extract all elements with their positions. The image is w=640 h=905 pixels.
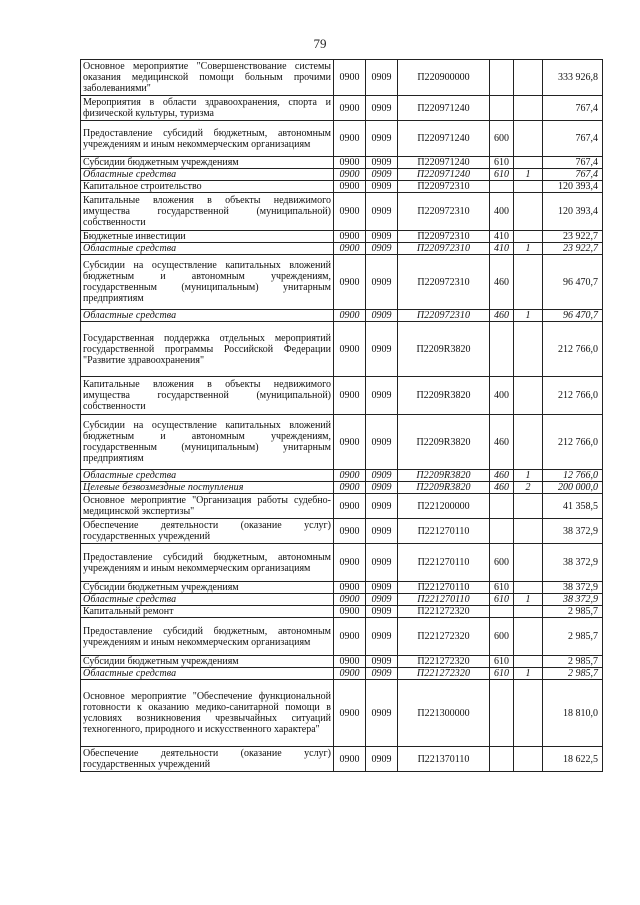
- row-source-cell: 1: [514, 310, 543, 322]
- row-target-cell: П220972310: [398, 193, 490, 231]
- row-subsection-cell: 0909: [366, 582, 398, 594]
- row-source-cell: [514, 193, 543, 231]
- row-name-cell: Капитальный ремонт: [81, 606, 334, 618]
- row-amount-cell: 38 372,9: [543, 582, 603, 594]
- row-target-cell: П2209R3820: [398, 377, 490, 415]
- row-expense-type-cell: 610: [490, 582, 514, 594]
- row-expense-type-cell: 400: [490, 193, 514, 231]
- row-subsection-cell: 0909: [366, 470, 398, 482]
- table-row: [81, 747, 603, 772]
- row-source-cell: 1: [514, 470, 543, 482]
- row-section-cell: 0900: [334, 377, 366, 415]
- row-name-cell: Обеспечение деятельности (оказание услуг) государственных учреждений: [81, 519, 334, 544]
- row-source-cell: 1: [514, 243, 543, 255]
- row-name-cell: Областные средства: [81, 470, 334, 482]
- row-expense-type-cell: 460: [490, 310, 514, 322]
- row-section-cell: 0900: [334, 582, 366, 594]
- row-target-cell: П221272320: [398, 606, 490, 618]
- row-expense-type-cell: [490, 322, 514, 377]
- row-expense-type-cell: 460: [490, 482, 514, 494]
- row-subsection-cell: 0909: [366, 181, 398, 193]
- row-target-cell: П221200000: [398, 494, 490, 519]
- row-amount-cell: 38 372,9: [543, 544, 603, 582]
- row-name-cell: Основное мероприятие "Совершенствование системы оказания медицинской помощи больным прочими заболеваниями": [81, 60, 334, 96]
- row-subsection-cell: 0909: [366, 494, 398, 519]
- row-amount-cell: 767,4: [543, 157, 603, 169]
- row-target-cell: П221270110: [398, 594, 490, 606]
- page-number: 79: [313, 36, 327, 51]
- table-row: [81, 656, 603, 668]
- row-name-cell: Субсидии бюджетным учреждениям: [81, 157, 334, 169]
- row-subsection-cell: 0909: [366, 157, 398, 169]
- row-target-cell: П221270110: [398, 582, 490, 594]
- row-expense-type-cell: 460: [490, 415, 514, 470]
- row-target-cell: П220972310: [398, 255, 490, 310]
- row-amount-cell: 767,4: [543, 169, 603, 181]
- row-target-cell: П2209R3820: [398, 470, 490, 482]
- table-row: [81, 169, 603, 181]
- table-row: [81, 594, 603, 606]
- row-source-cell: [514, 606, 543, 618]
- table-row: [81, 377, 603, 415]
- row-target-cell: П221272320: [398, 668, 490, 680]
- row-subsection-cell: 0909: [366, 747, 398, 772]
- row-subsection-cell: 0909: [366, 255, 398, 310]
- row-target-cell: П221300000: [398, 680, 490, 747]
- row-expense-type-cell: 600: [490, 618, 514, 656]
- row-name-cell: Областные средства: [81, 594, 334, 606]
- row-section-cell: 0900: [334, 157, 366, 169]
- row-source-cell: 1: [514, 668, 543, 680]
- row-name-cell: Предоставление субсидий бюджетным, автономным учреждениям и иным некоммерческим организациям: [81, 544, 334, 582]
- row-subsection-cell: 0909: [366, 322, 398, 377]
- table-row: [81, 193, 603, 231]
- row-name-cell: Областные средства: [81, 169, 334, 181]
- row-source-cell: 1: [514, 169, 543, 181]
- row-amount-cell: 38 372,9: [543, 594, 603, 606]
- row-source-cell: [514, 181, 543, 193]
- table-row: [81, 310, 603, 322]
- table-row: [81, 121, 603, 157]
- row-section-cell: 0900: [334, 606, 366, 618]
- row-subsection-cell: 0909: [366, 377, 398, 415]
- row-expense-type-cell: 610: [490, 594, 514, 606]
- row-amount-cell: 767,4: [543, 96, 603, 121]
- row-section-cell: 0900: [334, 482, 366, 494]
- row-source-cell: [514, 255, 543, 310]
- row-subsection-cell: 0909: [366, 519, 398, 544]
- row-section-cell: 0900: [334, 121, 366, 157]
- row-target-cell: П220971240: [398, 157, 490, 169]
- row-subsection-cell: 0909: [366, 606, 398, 618]
- row-name-cell: Основное мероприятие "Организация работы судебно-медицинской экспертизы": [81, 494, 334, 519]
- row-name-cell: Субсидии бюджетным учреждениям: [81, 656, 334, 668]
- row-section-cell: 0900: [334, 169, 366, 181]
- row-amount-cell: 38 372,9: [543, 519, 603, 544]
- row-amount-cell: 200 000,0: [543, 482, 603, 494]
- row-section-cell: 0900: [334, 494, 366, 519]
- row-target-cell: П220972310: [398, 231, 490, 243]
- row-target-cell: П220972310: [398, 310, 490, 322]
- row-source-cell: 1: [514, 594, 543, 606]
- row-name-cell: Субсидии на осуществление капитальных вложений бюджетным и автономным учреждениям, государственным (муниципальным) унитарным предприятиям: [81, 255, 334, 310]
- row-section-cell: 0900: [334, 668, 366, 680]
- row-amount-cell: 2 985,7: [543, 656, 603, 668]
- row-expense-type-cell: 600: [490, 544, 514, 582]
- row-expense-type-cell: [490, 680, 514, 747]
- row-expense-type-cell: 610: [490, 668, 514, 680]
- table-row: [81, 181, 603, 193]
- row-amount-cell: 23 922,7: [543, 231, 603, 243]
- row-source-cell: [514, 618, 543, 656]
- table-row: [81, 680, 603, 747]
- table-row: [81, 582, 603, 594]
- row-name-cell: Областные средства: [81, 668, 334, 680]
- row-section-cell: 0900: [334, 322, 366, 377]
- table-row: [81, 606, 603, 618]
- row-target-cell: П220971240: [398, 96, 490, 121]
- row-amount-cell: 12 766,0: [543, 470, 603, 482]
- row-target-cell: П2209R3820: [398, 322, 490, 377]
- row-name-cell: Государственная поддержка отдельных мероприятий государственной программы Российской Федерации "Развитие здравоохранения": [81, 322, 334, 377]
- row-section-cell: 0900: [334, 519, 366, 544]
- row-expense-type-cell: [490, 519, 514, 544]
- table-row: [81, 482, 603, 494]
- row-expense-type-cell: [490, 747, 514, 772]
- row-expense-type-cell: 610: [490, 169, 514, 181]
- table-body: [81, 60, 603, 772]
- row-section-cell: 0900: [334, 544, 366, 582]
- row-section-cell: 0900: [334, 96, 366, 121]
- row-amount-cell: 2 985,7: [543, 606, 603, 618]
- row-subsection-cell: 0909: [366, 121, 398, 157]
- row-source-cell: [514, 231, 543, 243]
- row-target-cell: П221370110: [398, 747, 490, 772]
- row-amount-cell: 120 393,4: [543, 181, 603, 193]
- row-section-cell: 0900: [334, 470, 366, 482]
- row-source-cell: [514, 494, 543, 519]
- row-expense-type-cell: 610: [490, 157, 514, 169]
- row-target-cell: П2209R3820: [398, 415, 490, 470]
- row-section-cell: 0900: [334, 193, 366, 231]
- row-subsection-cell: 0909: [366, 668, 398, 680]
- row-source-cell: [514, 157, 543, 169]
- row-target-cell: П221270110: [398, 519, 490, 544]
- row-amount-cell: 23 922,7: [543, 243, 603, 255]
- row-name-cell: Предоставление субсидий бюджетным, автономным учреждениям и иным некоммерческим организациям: [81, 618, 334, 656]
- row-expense-type-cell: [490, 60, 514, 96]
- row-target-cell: П221272320: [398, 656, 490, 668]
- row-expense-type-cell: 400: [490, 377, 514, 415]
- table-row: [81, 255, 603, 310]
- row-source-cell: [514, 322, 543, 377]
- row-amount-cell: 2 985,7: [543, 668, 603, 680]
- row-target-cell: П220972310: [398, 181, 490, 193]
- row-subsection-cell: 0909: [366, 243, 398, 255]
- row-amount-cell: 212 766,0: [543, 415, 603, 470]
- row-amount-cell: 41 358,5: [543, 494, 603, 519]
- row-section-cell: 0900: [334, 680, 366, 747]
- table-row: [81, 494, 603, 519]
- row-name-cell: Обеспечение деятельности (оказание услуг) государственных учреждений: [81, 747, 334, 772]
- row-amount-cell: 18 810,0: [543, 680, 603, 747]
- row-subsection-cell: 0909: [366, 680, 398, 747]
- table-row: [81, 60, 603, 96]
- row-expense-type-cell: [490, 494, 514, 519]
- row-section-cell: 0900: [334, 310, 366, 322]
- row-amount-cell: 96 470,7: [543, 255, 603, 310]
- row-amount-cell: 767,4: [543, 121, 603, 157]
- row-section-cell: 0900: [334, 181, 366, 193]
- row-subsection-cell: 0909: [366, 594, 398, 606]
- row-target-cell: П221272320: [398, 618, 490, 656]
- row-subsection-cell: 0909: [366, 544, 398, 582]
- row-expense-type-cell: 410: [490, 231, 514, 243]
- row-name-cell: Бюджетные инвестиции: [81, 231, 334, 243]
- row-amount-cell: 96 470,7: [543, 310, 603, 322]
- row-expense-type-cell: [490, 96, 514, 121]
- row-subsection-cell: 0909: [366, 96, 398, 121]
- row-name-cell: Субсидии на осуществление капитальных вложений бюджетным и автономным учреждениям, государственным (муниципальным) унитарным предприятиям: [81, 415, 334, 470]
- row-name-cell: Субсидии бюджетным учреждениям: [81, 582, 334, 594]
- table-row: [81, 322, 603, 377]
- row-source-cell: [514, 60, 543, 96]
- row-source-cell: [514, 680, 543, 747]
- row-name-cell: Предоставление субсидий бюджетным, автономным учреждениям и иным некоммерческим организациям: [81, 121, 334, 157]
- row-expense-type-cell: 610: [490, 656, 514, 668]
- row-target-cell: П2209R3820: [398, 482, 490, 494]
- row-source-cell: [514, 96, 543, 121]
- row-section-cell: 0900: [334, 656, 366, 668]
- row-name-cell: Областные средства: [81, 243, 334, 255]
- row-target-cell: П220971240: [398, 121, 490, 157]
- row-subsection-cell: 0909: [366, 656, 398, 668]
- row-source-cell: [514, 519, 543, 544]
- row-name-cell: Основное мероприятие "Обеспечение функциональной готовности к оказанию медико-санитарной помощи в условиях возникновения чрезвычайных ситуаций техногенного, природного и искусственного характера": [81, 680, 334, 747]
- row-expense-type-cell: [490, 181, 514, 193]
- row-source-cell: 2: [514, 482, 543, 494]
- row-subsection-cell: 0909: [366, 60, 398, 96]
- budget-table: [80, 59, 603, 772]
- row-expense-type-cell: 600: [490, 121, 514, 157]
- row-target-cell: П220900000: [398, 60, 490, 96]
- table-row: [81, 544, 603, 582]
- table-row: [81, 157, 603, 169]
- row-section-cell: 0900: [334, 243, 366, 255]
- row-subsection-cell: 0909: [366, 193, 398, 231]
- table-row: [81, 668, 603, 680]
- row-amount-cell: 2 985,7: [543, 618, 603, 656]
- row-amount-cell: 333 926,8: [543, 60, 603, 96]
- table-row: [81, 415, 603, 470]
- row-name-cell: Капитальные вложения в объекты недвижимого имущества государственной (муниципальной) собственности: [81, 193, 334, 231]
- row-section-cell: 0900: [334, 60, 366, 96]
- row-amount-cell: 120 393,4: [543, 193, 603, 231]
- row-amount-cell: 18 622,5: [543, 747, 603, 772]
- row-source-cell: [514, 415, 543, 470]
- row-expense-type-cell: 410: [490, 243, 514, 255]
- row-subsection-cell: 0909: [366, 618, 398, 656]
- row-expense-type-cell: 460: [490, 255, 514, 310]
- row-section-cell: 0900: [334, 415, 366, 470]
- row-amount-cell: 212 766,0: [543, 377, 603, 415]
- row-source-cell: [514, 582, 543, 594]
- table-row: [81, 243, 603, 255]
- row-source-cell: [514, 656, 543, 668]
- row-source-cell: [514, 121, 543, 157]
- table-row: [81, 231, 603, 243]
- row-section-cell: 0900: [334, 255, 366, 310]
- row-section-cell: 0900: [334, 747, 366, 772]
- row-target-cell: П220971240: [398, 169, 490, 181]
- row-subsection-cell: 0909: [366, 310, 398, 322]
- row-name-cell: Областные средства: [81, 310, 334, 322]
- row-source-cell: [514, 377, 543, 415]
- row-source-cell: [514, 747, 543, 772]
- row-name-cell: Мероприятия в области здравоохранения, спорта и физической культуры, туризма: [81, 96, 334, 121]
- table-row: [81, 618, 603, 656]
- table-row: [81, 519, 603, 544]
- row-subsection-cell: 0909: [366, 169, 398, 181]
- row-source-cell: [514, 544, 543, 582]
- row-section-cell: 0900: [334, 618, 366, 656]
- row-subsection-cell: 0909: [366, 482, 398, 494]
- row-target-cell: П221270110: [398, 544, 490, 582]
- row-subsection-cell: 0909: [366, 415, 398, 470]
- table-row: [81, 470, 603, 482]
- row-name-cell: Капитальное строительство: [81, 181, 334, 193]
- row-name-cell: Капитальные вложения в объекты недвижимого имущества государственной (муниципальной) собственности: [81, 377, 334, 415]
- row-amount-cell: 212 766,0: [543, 322, 603, 377]
- row-section-cell: 0900: [334, 231, 366, 243]
- row-subsection-cell: 0909: [366, 231, 398, 243]
- row-name-cell: Целевые безвозмездные поступления: [81, 482, 334, 494]
- row-section-cell: 0900: [334, 594, 366, 606]
- row-target-cell: П220972310: [398, 243, 490, 255]
- table-row: [81, 96, 603, 121]
- row-expense-type-cell: [490, 606, 514, 618]
- row-expense-type-cell: 460: [490, 470, 514, 482]
